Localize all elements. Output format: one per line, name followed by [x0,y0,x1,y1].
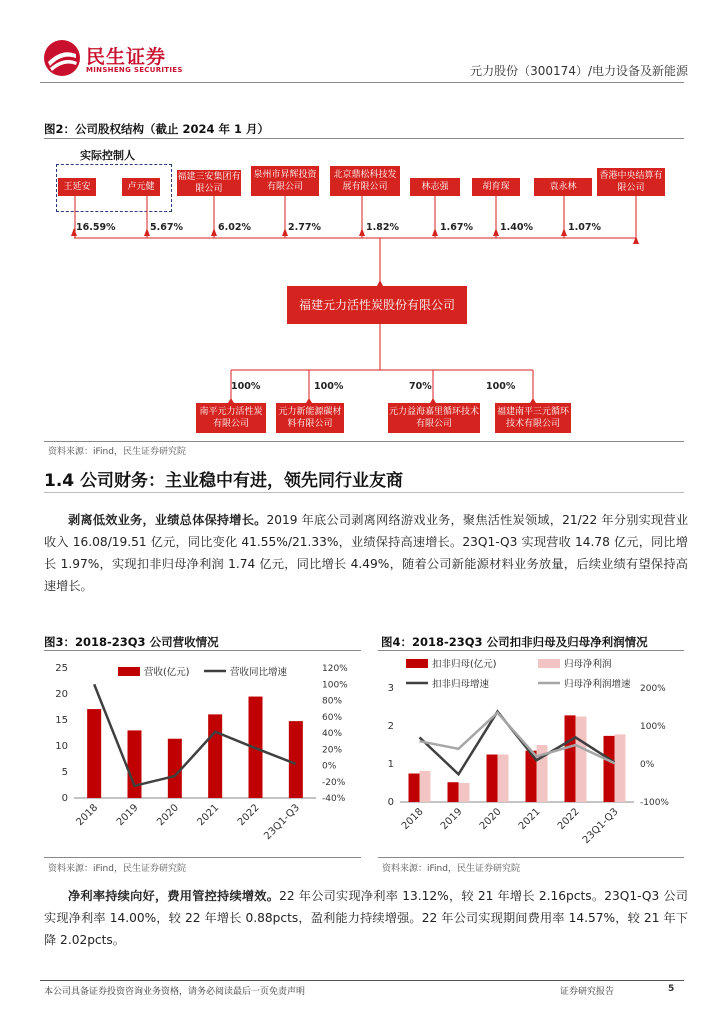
paragraph-margin [44,885,688,951]
y-tick-label: 10 [55,741,68,752]
x-tick-label: 2021 [516,806,543,833]
legend-label: 营收(亿元) [144,667,190,678]
bar [168,739,182,798]
x-tick-label: 2021 [195,802,222,829]
y2-tick-label: 20% [322,745,343,756]
x-tick-label: 2022 [235,802,262,829]
y-tick-label: 1 [387,759,394,770]
paragraph-revenue-body: 2019 年底公司剥离网络游戏业务，聚焦活性炭领域，21/22 年分别实现营业收入 16.08/19.51 亿元，同比变化 41.55%/21.33%，业绩保持高速增长。23Q1-Q3 实现营收 14.78 亿元，同比增长 1.97%，实现扣非归母净利润 1.74 亿元，同比增长 4.49%，随着公司新能源材料业务放量，后续业绩有望保持高速增长。 [44,513,689,593]
figure4-title-divider [378,650,684,651]
x-tick-label: 2019 [114,802,141,829]
y2-tick-label: -100% [640,798,669,808]
shareholder-box: 王延安 [58,178,96,196]
y-tick-label: 25 [55,663,68,674]
shareholder-box: 北京鼎松科技发展有限公司 [330,166,400,196]
y-tick-label: 0 [387,797,394,808]
subsidiary-pct-label: 100% [314,381,344,392]
legend-swatch [118,667,140,676]
paragraph-margin-body: 22 年公司实现净利率 13.12%，较 21 年增长 2.16pcts。23Q1-Q3 公司实现净利率 14.00%，较 22 年增长 0.88pcts，盈利能力持续增强。22 年公司实现期间费用率 14.57%，较 21 年下降 2.02pcts。 [44,889,688,947]
holding-pct-label: 1.82% [366,222,399,233]
figure3-title-divider [44,650,361,651]
x-tick-label: 2020 [155,802,181,829]
subsidiary-box: 南平元力活性炭有限公司 [196,403,266,433]
shareholder-box: 袁永林 [534,178,592,196]
y2-tick-label: 80% [322,696,343,707]
holding-pct-label: 5.67% [150,222,183,233]
page-number: 5 [668,984,675,994]
y2-tick-label: -40% [322,794,346,804]
bar [487,755,498,803]
y-tick-label: 5 [61,767,68,778]
figure2-source: 资料来源：iFind，民生证券研究院 [48,447,186,457]
y-tick-label: 15 [55,715,68,726]
subsidiary-pct-label: 100% [231,381,261,392]
shareholder-box: 卢元健 [122,178,160,196]
bar [128,730,142,798]
bar [498,755,509,803]
holding-pct-label: 1.07% [568,222,601,233]
y-tick-label: 3 [387,683,394,694]
holding-pct-label: 6.02% [218,222,251,233]
y2-tick-label: 100% [322,680,348,691]
holding-pct-label: 2.77% [288,222,321,233]
x-tick-label: 23Q1-Q3 [580,806,621,847]
bar [459,783,470,802]
shareholder-box: 林志强 [410,178,460,196]
revenue-chart [44,654,362,854]
figure4-title: 图4：2018-23Q3 公司扣非归母及归母净利润情况 [381,635,648,649]
company-box: 福建元力活性炭股份有限公司 [287,286,467,324]
y-tick-label: 0 [61,793,68,804]
subsidiary-pct-label: 70% [409,381,432,392]
bar [615,734,626,802]
figure3-title: 图3：2018-23Q3 公司营收情况 [44,635,219,649]
paragraph-revenue [44,509,688,597]
x-tick-label: 2020 [477,806,504,833]
y2-tick-label: 200% [640,684,666,694]
legend-label: 营收同比增速 [230,667,288,678]
figure3-bottom-divider [44,857,361,858]
y2-tick-label: 0% [322,761,337,772]
footer-divider [40,980,684,981]
legend-label: 扣非归母(亿元) [432,659,497,670]
figure4-bottom-divider [378,857,684,858]
logo-en-text: MINSHENG SECURITIES [86,66,183,74]
shareholder-box: 香港中央结算有限公司 [597,168,665,196]
x-tick-label: 23Q1-Q3 [262,802,302,843]
bar [420,771,431,802]
paragraph-margin-lead: 净利率持续向好，费用管控持续增效。 [68,889,280,903]
profit-chart [378,654,684,854]
legend-label: 归母净利润增速 [564,679,631,690]
logo-cn-text: 民生证券 [86,46,167,68]
y2-tick-label: 60% [322,712,343,723]
x-tick-label: 2022 [555,806,582,833]
section-divider [44,492,684,493]
section-title: 1.4 公司财务：主业稳中有进，领先同行业友商 [44,471,404,491]
y2-tick-label: 40% [322,729,343,739]
figure2-bottom-divider [44,441,684,442]
shareholder-box: 胡育琛 [472,178,520,196]
shareholder-box: 泉州市昇辉投资有限公司 [251,166,319,196]
legend-swatch [406,659,428,668]
bar [409,774,420,803]
footer-disclaimer: 本公司具备证券投资咨询业务资格，请务必阅读最后一页免责声明 [44,987,306,997]
y2-tick-label: 100% [640,722,666,732]
y-tick-label: 20 [55,689,68,700]
controller-label: 实际控制人 [80,149,135,162]
subsidiary-box: 元力新能源碳材料有限公司 [276,403,344,433]
bar [208,714,222,798]
figure4-source: 资料来源：iFind，民生证券研究院 [382,864,520,874]
series-line [94,684,296,786]
header-stock-label: 元力股份（300174）/电力设备及新能源 [470,64,688,78]
bar [289,721,303,798]
bar [604,736,615,802]
bar [448,782,459,802]
holding-pct-label: 16.59% [76,222,116,233]
x-tick-label: 2019 [438,806,465,833]
subsidiary-box: 福建南平三元循环技术有限公司 [495,403,571,433]
bar [87,709,101,798]
y2-tick-label: 0% [640,760,655,770]
subsidiary-box: 元力益海嘉里循环技术有限公司 [388,403,480,433]
subsidiary-pct-label: 100% [486,381,516,392]
y2-tick-label: 120% [322,664,348,674]
holding-pct-label: 1.67% [440,222,473,233]
footer-report-type: 证券研究报告 [560,987,615,997]
figure2-title: 图2：公司股权结构（截止 2024 年 1 月） [44,122,270,136]
shareholder-box: 福建三安集团有限公司 [177,172,241,194]
legend-swatch [538,659,560,668]
y-tick-label: 2 [387,721,394,732]
bar [565,715,576,802]
x-tick-label: 2018 [399,806,426,833]
legend-label: 扣非归母增速 [432,679,490,690]
paragraph-revenue-lead: 剥离低效业务，业绩总体保持增长。 [68,513,267,527]
legend-label: 归母净利润 [564,659,612,670]
x-tick-label: 2018 [74,802,101,829]
holding-pct-label: 1.40% [500,222,533,233]
y2-tick-label: -20% [322,777,346,788]
bar [576,717,587,803]
figure3-source: 资料来源：iFind，民生证券研究院 [48,864,186,874]
